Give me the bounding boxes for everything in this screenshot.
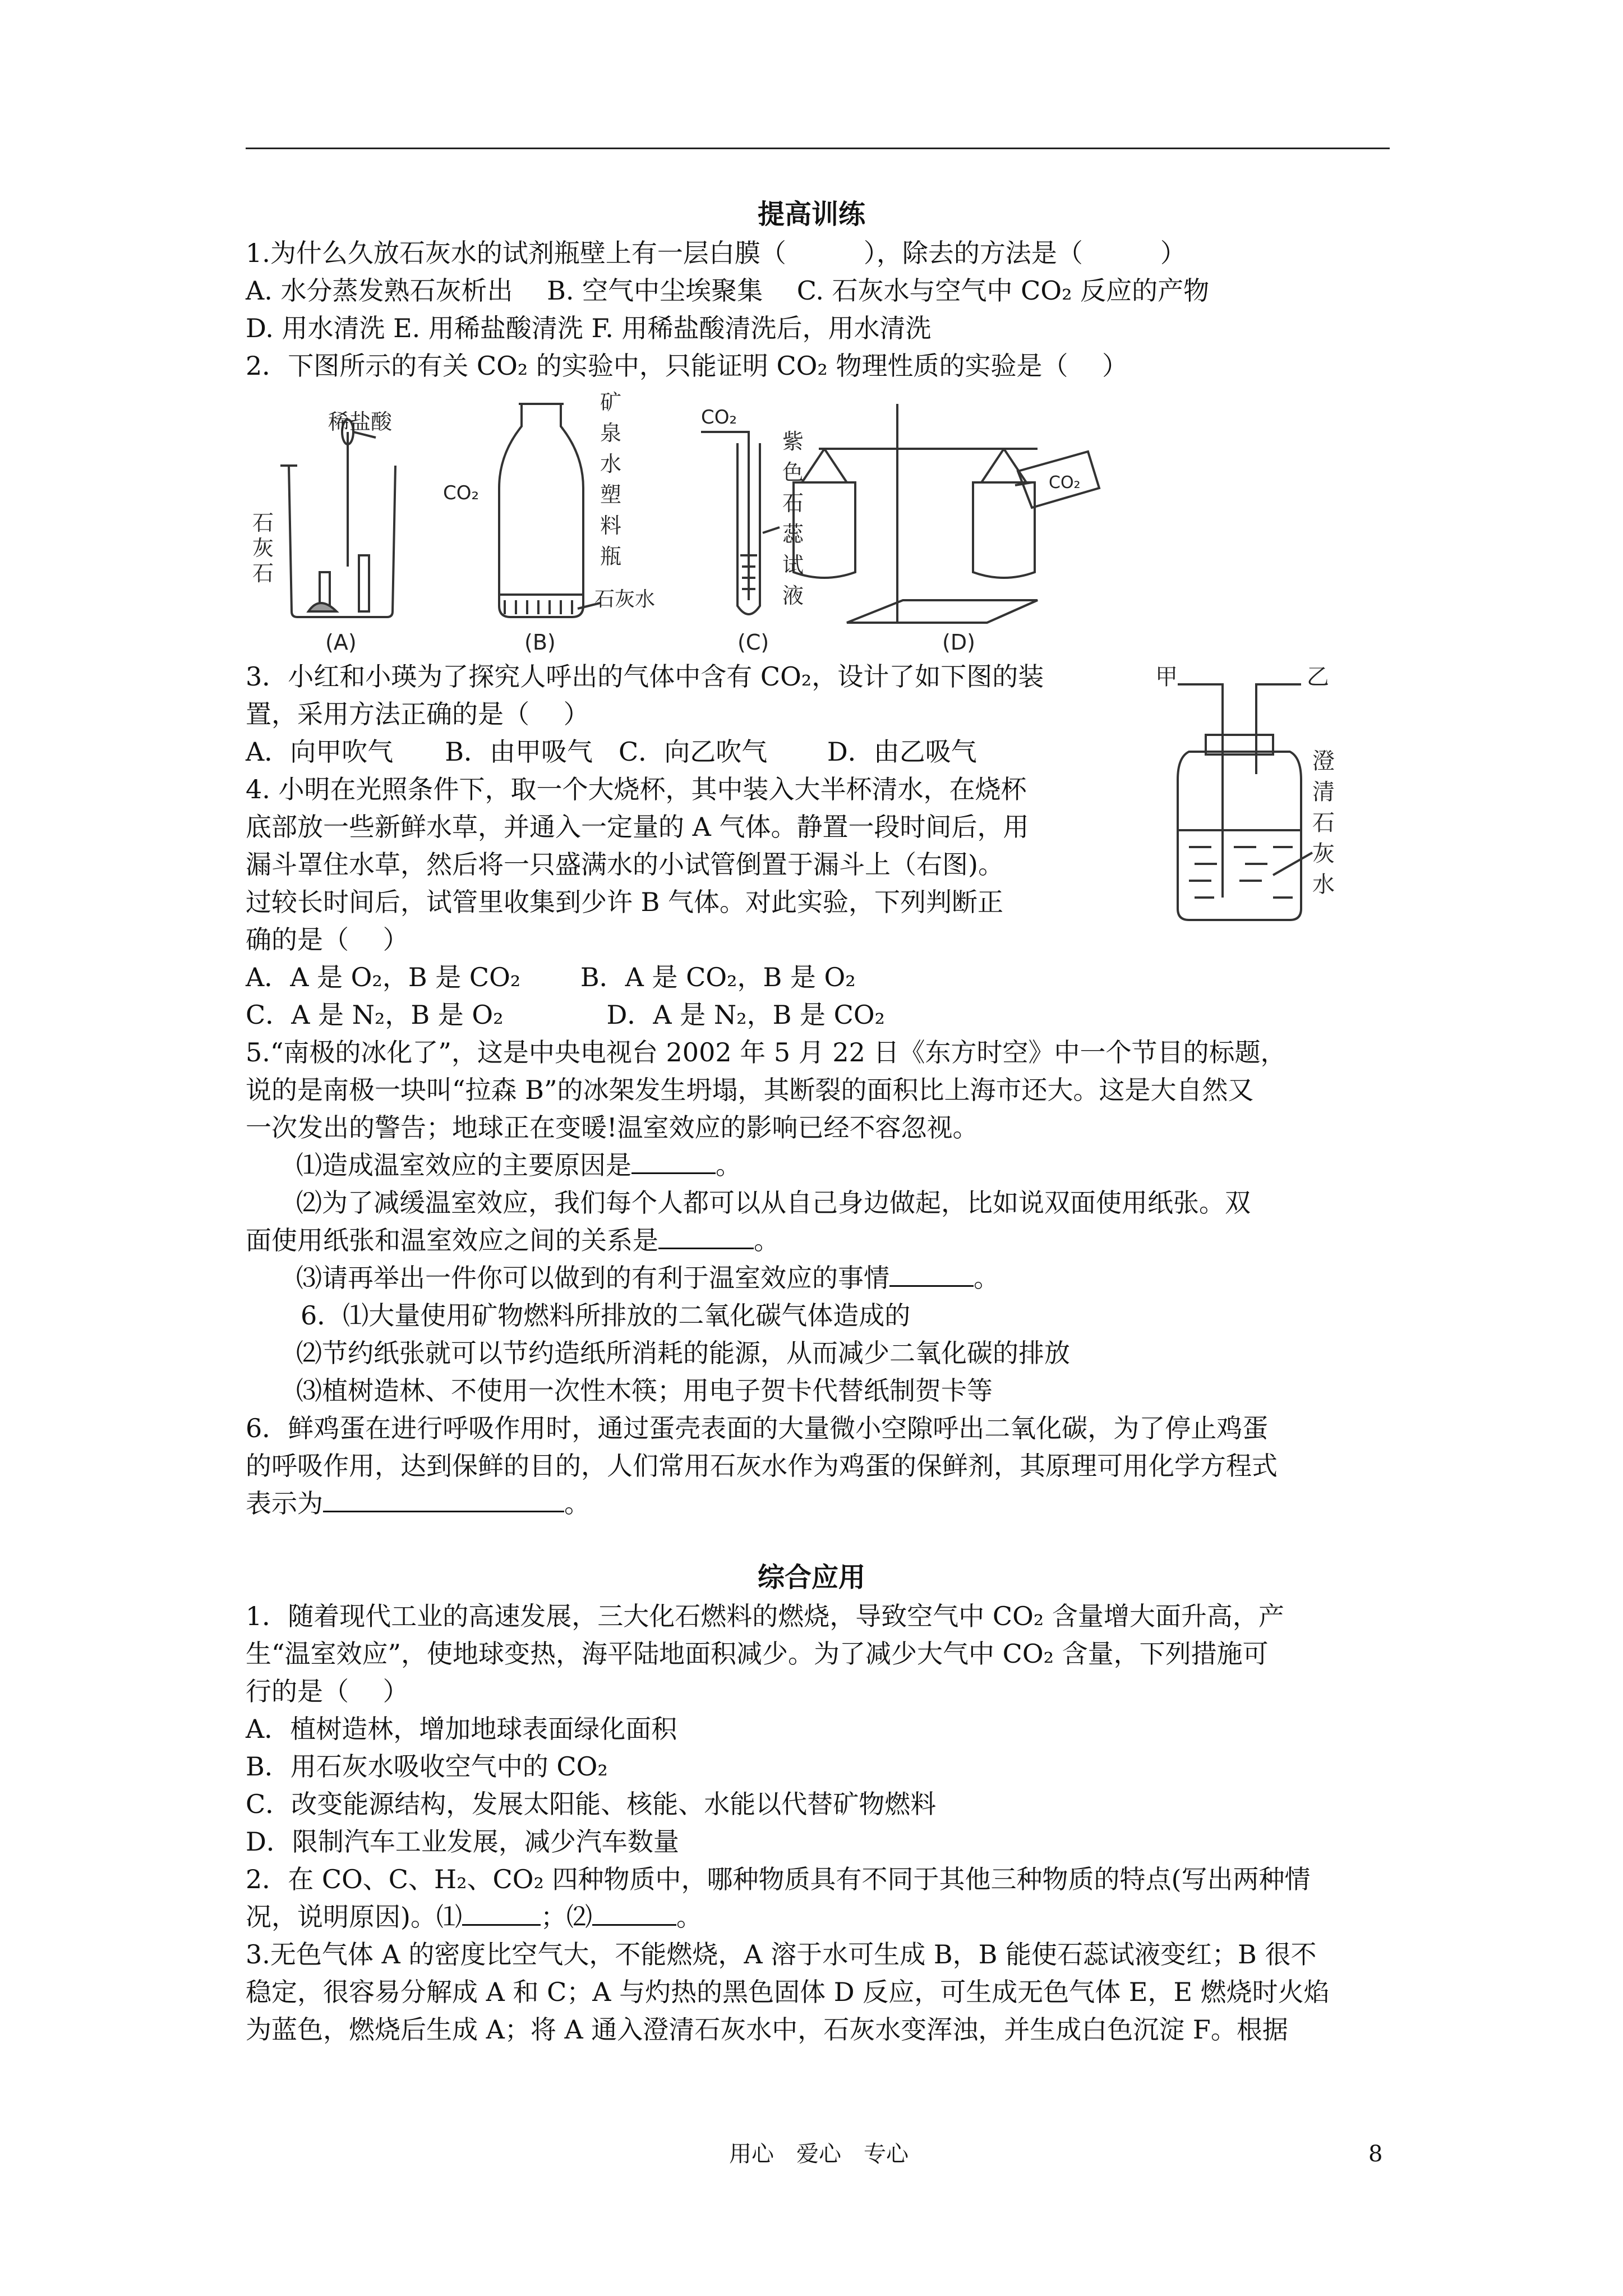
q5-sub2-blank[interactable] bbox=[658, 1225, 754, 1249]
q5-sub2-line2 bbox=[246, 1223, 780, 1258]
label-limewater-4: 灰 bbox=[1312, 841, 1335, 867]
app-q3-line2: 稳定，很容易分解成 A 和 C；A 与灼热的黑色固体 D 反应，可生成无色气体 E，E 燃烧时火焰 bbox=[246, 1977, 1330, 2007]
tube-jia bbox=[1178, 684, 1223, 898]
caption-c: (C) bbox=[737, 630, 769, 655]
app-q2-period: 。 bbox=[676, 1902, 702, 1932]
q5-sub1 bbox=[296, 1148, 741, 1182]
flask bbox=[1178, 752, 1301, 920]
label-co2-b: CO₂ bbox=[443, 482, 479, 504]
section-title-training: 提高训练 bbox=[757, 199, 865, 230]
app-q3-line3: 为蓝色，燃烧后生成 A；将 A 通入澄清石灰水中，石灰水变浑浊，并生成白色沉淀 F。根据 bbox=[246, 2014, 1288, 2045]
co2-experiments-figure bbox=[241, 387, 1110, 656]
app-q1-option-a: A．植树造林，增加地球表面绿化面积 bbox=[246, 1714, 677, 1744]
app-q1-line3: 行的是（ ） bbox=[246, 1676, 409, 1706]
header-rule bbox=[246, 148, 1390, 149]
bottle-b bbox=[499, 404, 583, 617]
app-q2-line2 bbox=[246, 1899, 702, 1934]
label-bottle-3: 水 bbox=[600, 452, 622, 476]
q5-sub3-blank[interactable] bbox=[889, 1263, 974, 1287]
label-co2-d: CO₂ bbox=[1049, 473, 1081, 493]
q6-line2: 的呼吸作用，达到保鲜的目的，人们常用石灰水作为鸡蛋的保鲜剂，其原理可用化学方程式 bbox=[246, 1451, 1278, 1481]
q5-line1: 5.“南极的冰化了”，这是中央电视台 2002 年 5 月 22 日《东方时空》中一个节目的标题， bbox=[246, 1037, 1287, 1068]
q2-line1: 2．下图所示的有关 CO₂ 的实验中，只能证明 CO₂ 物理性质的实验是（ ） bbox=[246, 351, 1128, 381]
label-litmus-4: 蕊 bbox=[782, 522, 804, 546]
tube-yi bbox=[1256, 684, 1301, 774]
section-title-application: 综合应用 bbox=[757, 1562, 865, 1593]
q5-answer2: ⑵节约纸张就可以节约造纸所消耗的能源，从而减少二氧化碳的排放 bbox=[296, 1338, 1070, 1368]
q6-line3 bbox=[246, 1486, 590, 1521]
q1-line2: A. 水分蒸发熟石灰析出 B. 空气中尘埃聚集 C. 石灰水与空气中 CO₂ 反应的产物 bbox=[246, 275, 1210, 306]
q5-line2: 说的是南极一块叫“拉森 B”的冰架发生坍塌，其断裂的面积比上海市还大。这是大自然又 bbox=[246, 1075, 1254, 1105]
label-litmus-3: 石 bbox=[782, 491, 804, 516]
label-jia: 甲 bbox=[1155, 664, 1178, 690]
label-limewater-2: 清 bbox=[1312, 779, 1335, 805]
q3-line3: A．向甲吹气 B．由甲吸气 C．向乙吹气 D．由乙吸气 bbox=[246, 737, 977, 767]
q1-line1: 1.为什么久放石灰水的试剂瓶壁上有一层白膜（ ），除去的方法是（ ） bbox=[246, 238, 1186, 268]
q4-line2: 底部放一些新鲜水草，并通入一定量的 A 气体。静置一段时间后，用 bbox=[246, 812, 1029, 842]
q6-blank[interactable] bbox=[323, 1488, 564, 1512]
app-q1-option-c: C．改变能源结构，发展太阳能、核能、水能以代替矿物燃料 bbox=[246, 1789, 937, 1819]
label-limestone-3: 石 bbox=[252, 561, 274, 586]
app-q1-line1: 1．随着现代工业的高速发展，三大化石燃料的燃烧，导致空气中 CO₂ 含量增大面升高，产 bbox=[246, 1601, 1284, 1631]
q5-answer1: 6．⑴大量使用矿物燃料所排放的二氧化碳气体造成的 bbox=[301, 1300, 911, 1331]
balance-base bbox=[847, 600, 1038, 623]
label-bottle-1: 矿 bbox=[600, 390, 622, 415]
q5-sub3 bbox=[296, 1260, 999, 1295]
tube-c bbox=[701, 432, 749, 600]
app-q2-text2: ；⑵ bbox=[540, 1902, 592, 1932]
q6-period: 。 bbox=[564, 1488, 590, 1519]
q6-text: 表示为 bbox=[246, 1488, 323, 1519]
footer-motto: 用心 爱心 专心 bbox=[729, 2141, 909, 2167]
caption-d: (D) bbox=[942, 630, 975, 655]
label-yi: 乙 bbox=[1307, 664, 1329, 690]
beaker-a bbox=[289, 466, 395, 617]
candle-tall bbox=[359, 555, 369, 611]
label-litmus-6: 液 bbox=[782, 583, 804, 608]
app-q2-text1: 况，说明原因)。⑴ bbox=[246, 1902, 462, 1932]
q4-options-cd: C．A 是 N₂，B 是 O₂ D．A 是 N₂，B 是 CO₂ bbox=[246, 1000, 885, 1030]
q5-sub3-period: 。 bbox=[974, 1263, 999, 1293]
label-bottle-5: 料 bbox=[600, 513, 622, 538]
app-q3-line1: 3.无色气体 A 的密度比空气大，不能燃烧，A 溶于水可生成 B，B 能使石蕊试液变红；B 很不 bbox=[246, 1939, 1317, 1970]
q4-line1: 4. 小明在光照条件下，取一个大烧杯，其中装入大半杯清水，在烧杯 bbox=[246, 774, 1027, 804]
q5-line3: 一次发出的警告；地球正在变暖!温室效应的影响已经不容忽视。 bbox=[246, 1112, 979, 1143]
app-q1-option-d: D．限制汽车工业发展，减少汽车数量 bbox=[246, 1826, 679, 1857]
breath-apparatus-drawing bbox=[1144, 662, 1368, 931]
q5-answer3: ⑶植树造林、不使用一次性木筷；用电子贺卡代替纸制贺卡等 bbox=[296, 1375, 993, 1406]
breath-apparatus-figure bbox=[1144, 662, 1368, 931]
q6-line1: 6．鲜鸡蛋在进行呼吸作用时，通过蛋壳表面的大量微小空隙呼出二氧化碳，为了停止鸡蛋 bbox=[246, 1413, 1269, 1443]
app-q2-blank2[interactable] bbox=[592, 1902, 676, 1926]
label-limewater-1: 澄 bbox=[1312, 748, 1335, 774]
q5-sub2-period: 。 bbox=[754, 1225, 780, 1255]
label-bottle-2: 泉 bbox=[600, 421, 622, 445]
app-q1-option-b: B．用石灰水吸收空气中的 CO₂ bbox=[246, 1751, 608, 1782]
q4-line5: 确的是（ ） bbox=[246, 924, 409, 955]
label-limewater-3: 石 bbox=[1312, 810, 1335, 836]
q5-sub1-period: 。 bbox=[716, 1150, 741, 1180]
label-bottle-6: 瓶 bbox=[600, 544, 622, 569]
co2-experiments-drawing bbox=[241, 387, 1110, 656]
q5-sub2-text: 面使用纸张和温室效应之间的关系是 bbox=[246, 1225, 658, 1255]
caption-a: (A) bbox=[325, 630, 357, 655]
app-q1-line2: 生“温室效应”，使地球变热，海平陆地面积减少。为了减少大气中 CO₂ 含量，下列措施可 bbox=[246, 1639, 1269, 1669]
label-litmus-1: 紫 bbox=[782, 429, 804, 454]
label-litmus-5: 试 bbox=[782, 553, 804, 577]
q4-options-ab: A．A 是 O₂，B 是 CO₂ B．A 是 CO₂，B 是 O₂ bbox=[246, 962, 856, 992]
label-bottle-4: 塑 bbox=[600, 482, 622, 507]
q1-line3: D. 用水清洗 E. 用稀盐酸清洗 F. 用稀盐酸清洗后，用水清洗 bbox=[246, 313, 932, 343]
page-number: 8 bbox=[1368, 2141, 1383, 2167]
label-dilute-acid: 稀盐酸 bbox=[328, 409, 393, 434]
label-co2-c: CO₂ bbox=[701, 406, 737, 429]
q4-line3: 漏斗罩住水草，然后将一只盛满水的小试管倒置于漏斗上（右图)。 bbox=[246, 849, 1004, 880]
label-litmus-2: 色 bbox=[782, 460, 804, 485]
label-limewater-5: 水 bbox=[1312, 872, 1335, 898]
label-limewater-b: 石灰水 bbox=[594, 588, 656, 611]
bag-right bbox=[973, 482, 1035, 578]
q5-sub1-blank[interactable] bbox=[631, 1150, 716, 1174]
caption-b: (B) bbox=[524, 630, 556, 655]
q3-line1: 3．小红和小瑛为了探究人呼出的气体中含有 CO₂，设计了如下图的装 bbox=[246, 661, 1044, 692]
q4-line4: 过较长时间后，试管里收集到少许 B 气体。对此实验，下列判断正 bbox=[246, 887, 1004, 917]
q5-sub3-text: ⑶请再举出一件你可以做到的有利于温室效应的事情 bbox=[296, 1263, 889, 1293]
app-q2-line1: 2．在 CO、C、H₂、CO₂ 四种物质中，哪种物质具有不同于其他三种物质的特点(写出两种情 bbox=[246, 1864, 1311, 1894]
q5-sub2-line1: ⑵为了减缓温室效应，我们每个人都可以从自己身边做起，比如说双面使用纸张。双 bbox=[296, 1188, 1251, 1218]
label-limestone-2: 灰 bbox=[252, 536, 274, 560]
label-limestone-1: 石 bbox=[252, 510, 274, 535]
app-q2-blank1[interactable] bbox=[462, 1902, 541, 1926]
q5-sub1-text: ⑴造成温室效应的主要原因是 bbox=[296, 1150, 631, 1180]
q3-line2: 置，采用方法正确的是（ ） bbox=[246, 699, 589, 729]
